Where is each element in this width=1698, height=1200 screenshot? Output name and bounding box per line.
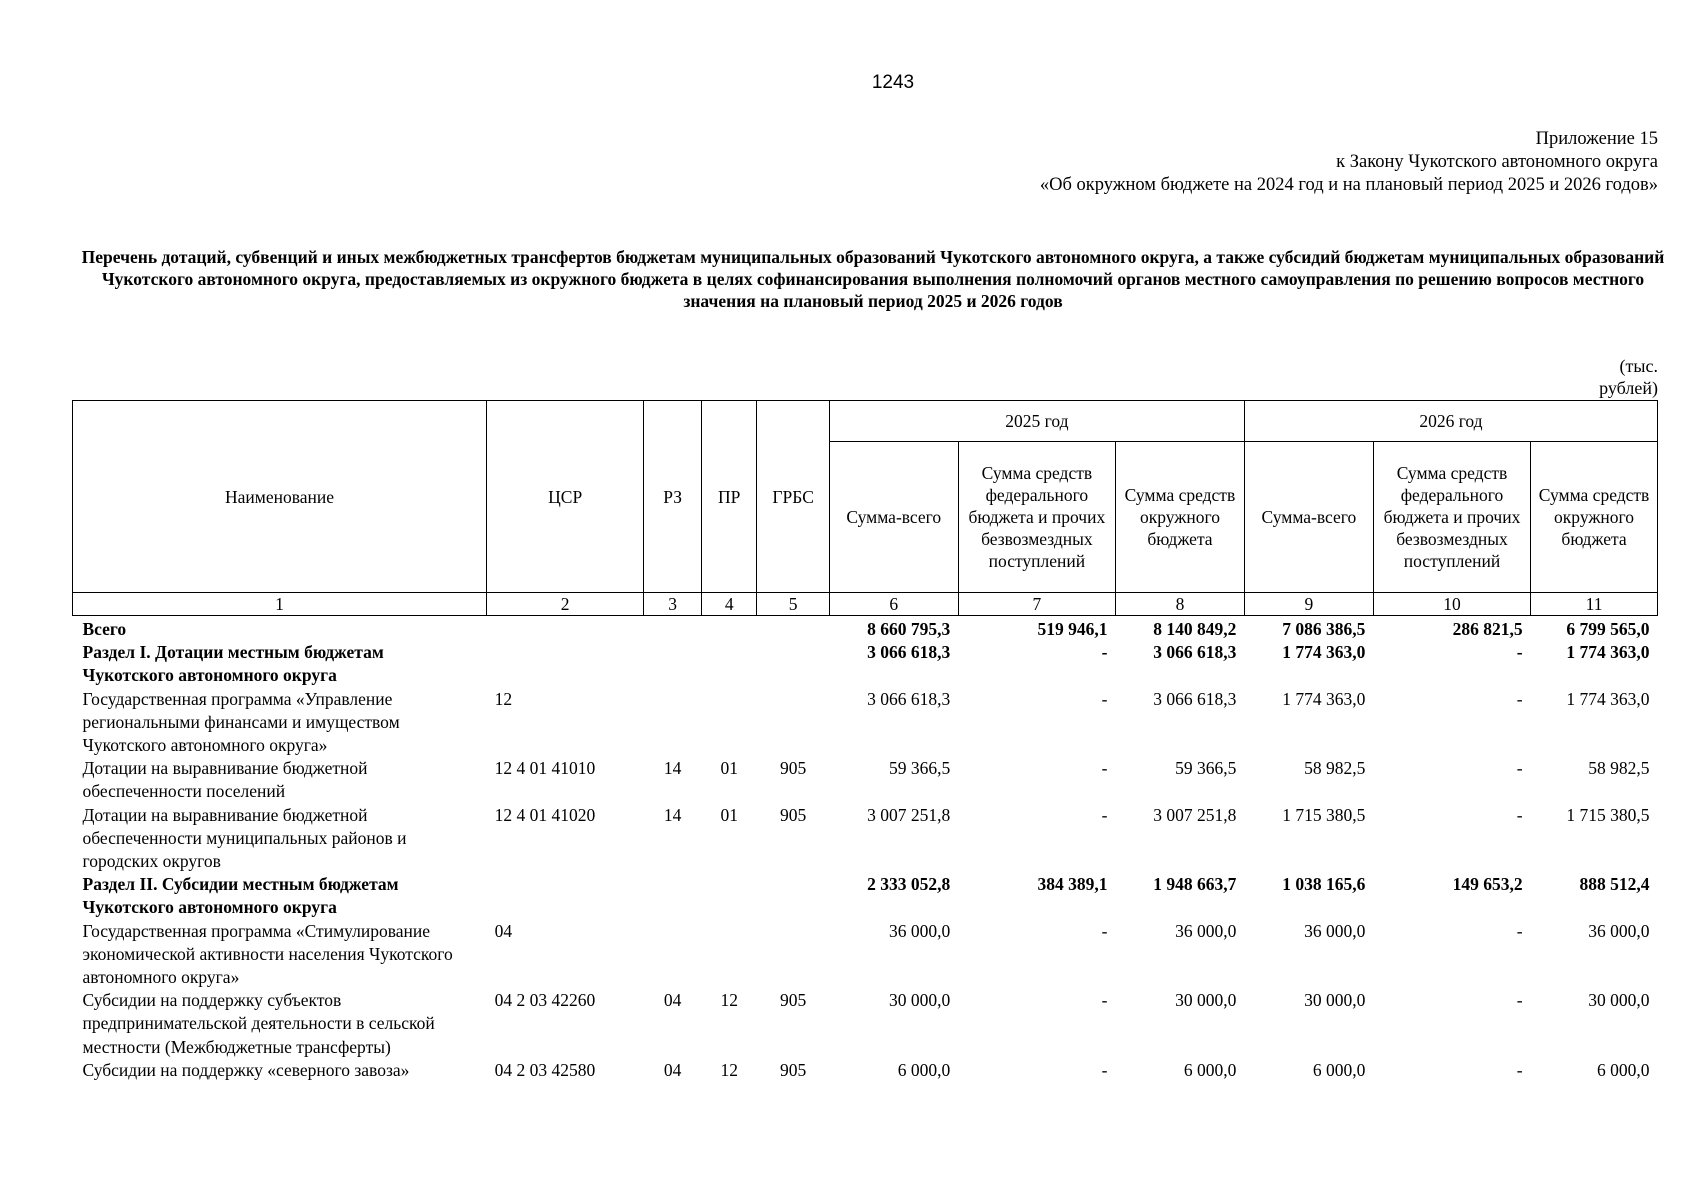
row-pr [701, 641, 757, 687]
transfers-table [72, 400, 1658, 1082]
row-district-2026: 1 774 363,0 [1566, 688, 1650, 709]
column-number: 3 [644, 593, 702, 616]
row-district-2025: 3 007 251,8 [1153, 804, 1237, 825]
row-district-2026: 36 000,0 [1588, 920, 1650, 941]
row-total-2026: 36 000,0 [1304, 920, 1366, 941]
row-pr [701, 920, 757, 990]
header-year-2026: 2026 год [1244, 401, 1657, 442]
row-rz: 14 [663, 758, 682, 779]
row-pr [701, 616, 757, 642]
row-rz [644, 641, 702, 687]
units-label: (тыс. рублей) [1599, 356, 1658, 398]
row-federal-2025: - [1101, 920, 1108, 941]
header-federal-2025: Сумма средств федерального бюджета и прочих безвозмездных поступлений [958, 442, 1115, 593]
column-number: 2 [487, 593, 644, 616]
row-rz: 14 [663, 804, 682, 825]
appendix-line-2: к Закону Чукотского автономного округа [1336, 152, 1658, 172]
row-district-2026: 30 000,0 [1588, 990, 1650, 1011]
column-number: 10 [1373, 593, 1530, 616]
row-grbs [757, 920, 829, 990]
row-name: Дотации на выравнивание бюджетной обеспеченности поселений [82, 758, 368, 802]
row-total-2026: 6 000,0 [1312, 1059, 1366, 1080]
header-district-2026: Сумма средств окружного бюджета [1531, 442, 1658, 593]
column-number: 6 [829, 593, 958, 616]
row-pr [701, 873, 757, 919]
row-rz [644, 873, 702, 919]
row-federal-2026: - [1516, 688, 1523, 709]
row-csr: 04 2 03 42260 [494, 990, 596, 1011]
row-rz [644, 616, 702, 642]
header-csr: ЦСР [487, 401, 644, 593]
row-district-2025: 36 000,0 [1175, 920, 1237, 941]
row-federal-2026: - [1516, 758, 1523, 779]
row-name: Субсидии на поддержку «северного завоза» [82, 1059, 410, 1080]
row-grbs [757, 873, 829, 919]
row-district-2025: 3 066 618,3 [1153, 642, 1237, 663]
column-number: 7 [958, 593, 1115, 616]
row-district-2026: 1 715 380,5 [1566, 804, 1650, 825]
table-row [73, 804, 1658, 874]
column-number: 5 [757, 593, 829, 616]
table-row [73, 688, 1658, 758]
row-grbs [757, 616, 829, 642]
row-total-2025: 59 366,5 [889, 758, 951, 779]
row-federal-2025: - [1101, 804, 1108, 825]
row-name: Раздел I. Дотации местным бюджетам Чукотского автономного округа [82, 642, 384, 686]
row-federal-2026: 286 821,5 [1452, 619, 1523, 639]
row-federal-2025: - [1101, 990, 1108, 1011]
row-csr: 04 [494, 920, 513, 941]
table-row-total [73, 616, 1658, 642]
header-total-2025: Сумма-всего [829, 442, 958, 593]
row-rz [644, 688, 702, 758]
row-federal-2026: 149 653,2 [1452, 874, 1523, 895]
appendix-line-3: «Об окружном бюджете на 2024 год и на плановый период 2025 и 2026 годов» [1039, 175, 1658, 195]
row-total-2025: 6 000,0 [897, 1059, 951, 1080]
row-grbs [757, 688, 829, 758]
header-district-2025: Сумма средств окружного бюджета [1115, 442, 1244, 593]
row-grbs [757, 641, 829, 687]
row-district-2026: 6 000,0 [1597, 1059, 1650, 1080]
column-number: 4 [701, 593, 757, 616]
row-total-2026: 1 774 363,0 [1282, 688, 1366, 709]
row-federal-2025: - [1101, 688, 1108, 709]
row-district-2026: 58 982,5 [1588, 758, 1650, 779]
header-year-2025: 2025 год [829, 401, 1244, 442]
row-total-2025: 8 660 795,3 [867, 619, 951, 639]
row-csr: 12 4 01 41010 [494, 758, 596, 779]
table-row [73, 920, 1658, 990]
row-name: Субсидии на поддержку субъектов предпринимательской деятельности в сельской местности (Межбюджетные трансферты) [82, 990, 435, 1057]
table-row-section [73, 873, 1658, 919]
row-federal-2025: - [1101, 1059, 1108, 1080]
document-title: Перечень дотаций, субвенций и иных межбюджетных трансфертов бюджетам муниципальных образований Чукотского автономного округа, а также субсидий бюджетам муниципальных образований Чукотского автономного округа, предоставляемых из окружного бюджета в целях софинансирования выполнения полномочий органов местного самоуправления по решению вопросов местного значения на плановый период 2025 и 2026 годов [81, 247, 1665, 311]
appendix-line-1: Приложение 15 [1535, 129, 1658, 149]
row-district-2026: 888 512,4 [1579, 874, 1650, 895]
row-total-2025: 3 007 251,8 [867, 804, 951, 825]
row-district-2025: 59 366,5 [1175, 758, 1237, 779]
row-district-2025: 3 066 618,3 [1153, 688, 1237, 709]
row-district-2026: 6 799 565,0 [1566, 619, 1650, 639]
row-csr: 12 4 01 41020 [494, 804, 596, 825]
column-number: 9 [1244, 593, 1373, 616]
row-district-2025: 30 000,0 [1175, 990, 1237, 1011]
header-rz: РЗ [644, 401, 702, 593]
row-csr [487, 616, 644, 642]
column-number: 1 [73, 593, 487, 616]
row-name: Государственная программа «Стимулирование экономической активности населения Чукотского автономного округа» [82, 920, 453, 988]
row-name: Дотации на выравнивание бюджетной обеспеченности муниципальных районов и городских округов [82, 804, 407, 872]
row-rz: 04 [663, 1059, 682, 1080]
table-row [73, 757, 1658, 803]
row-total-2025: 2 333 052,8 [867, 874, 951, 895]
row-pr: 01 [720, 804, 738, 825]
header-name: Наименование [73, 401, 487, 593]
row-csr: 04 2 03 42580 [494, 1059, 596, 1080]
row-grbs: 905 [780, 758, 807, 779]
row-federal-2025: - [1101, 642, 1108, 663]
row-grbs: 905 [780, 990, 807, 1011]
row-total-2026: 7 086 386,5 [1282, 619, 1366, 639]
column-number: 11 [1531, 593, 1658, 616]
header-pr: ПР [701, 401, 757, 593]
row-federal-2025: 519 946,1 [1037, 619, 1108, 639]
row-pr: 01 [720, 758, 738, 779]
row-csr [487, 873, 644, 919]
row-federal-2026: - [1516, 804, 1523, 825]
row-total-2026: 1 774 363,0 [1282, 642, 1366, 663]
row-federal-2026: - [1516, 920, 1523, 941]
row-total-2026: 1 715 380,5 [1282, 804, 1366, 825]
table-row [73, 1059, 1658, 1082]
row-district-2025: 1 948 663,7 [1153, 874, 1237, 895]
row-total-2025: 3 066 618,3 [867, 642, 951, 663]
row-federal-2026: - [1516, 990, 1523, 1011]
row-federal-2025: - [1101, 758, 1108, 779]
page-number: 1243 [871, 72, 915, 93]
row-district-2026: 1 774 363,0 [1566, 642, 1650, 663]
row-district-2025: 8 140 849,2 [1153, 619, 1237, 639]
row-rz: 04 [663, 990, 682, 1011]
row-pr: 12 [720, 990, 738, 1011]
row-pr [701, 688, 757, 758]
header-grbs: ГРБС [757, 401, 829, 593]
row-district-2025: 6 000,0 [1183, 1059, 1237, 1080]
row-name: Всего [82, 619, 127, 639]
row-federal-2025: 384 389,1 [1037, 874, 1108, 895]
table-row-section [73, 641, 1658, 687]
row-total-2025: 30 000,0 [889, 990, 951, 1011]
row-name: Раздел II. Субсидии местным бюджетам Чукотского автономного округа [82, 874, 399, 918]
row-grbs: 905 [780, 1059, 807, 1080]
row-grbs: 905 [780, 804, 807, 825]
row-total-2026: 30 000,0 [1304, 990, 1366, 1011]
header-total-2026: Сумма-всего [1244, 442, 1373, 593]
row-csr [487, 641, 644, 687]
row-total-2026: 58 982,5 [1304, 758, 1366, 779]
row-name: Государственная программа «Управление региональными финансами и имуществом Чукотского автономного округа» [82, 688, 400, 756]
column-number: 8 [1115, 593, 1244, 616]
row-csr: 12 [494, 688, 513, 709]
row-federal-2026: - [1516, 642, 1523, 663]
appendix-heading [758, 128, 1658, 197]
row-total-2026: 1 038 165,6 [1282, 874, 1366, 895]
row-total-2025: 3 066 618,3 [867, 688, 951, 709]
header-federal-2026: Сумма средств федерального бюджета и прочих безвозмездных поступлений [1373, 442, 1530, 593]
row-rz [644, 920, 702, 990]
row-federal-2026: - [1516, 1059, 1523, 1080]
table-row [73, 989, 1658, 1059]
row-pr: 12 [720, 1059, 738, 1080]
row-total-2025: 36 000,0 [889, 920, 951, 941]
